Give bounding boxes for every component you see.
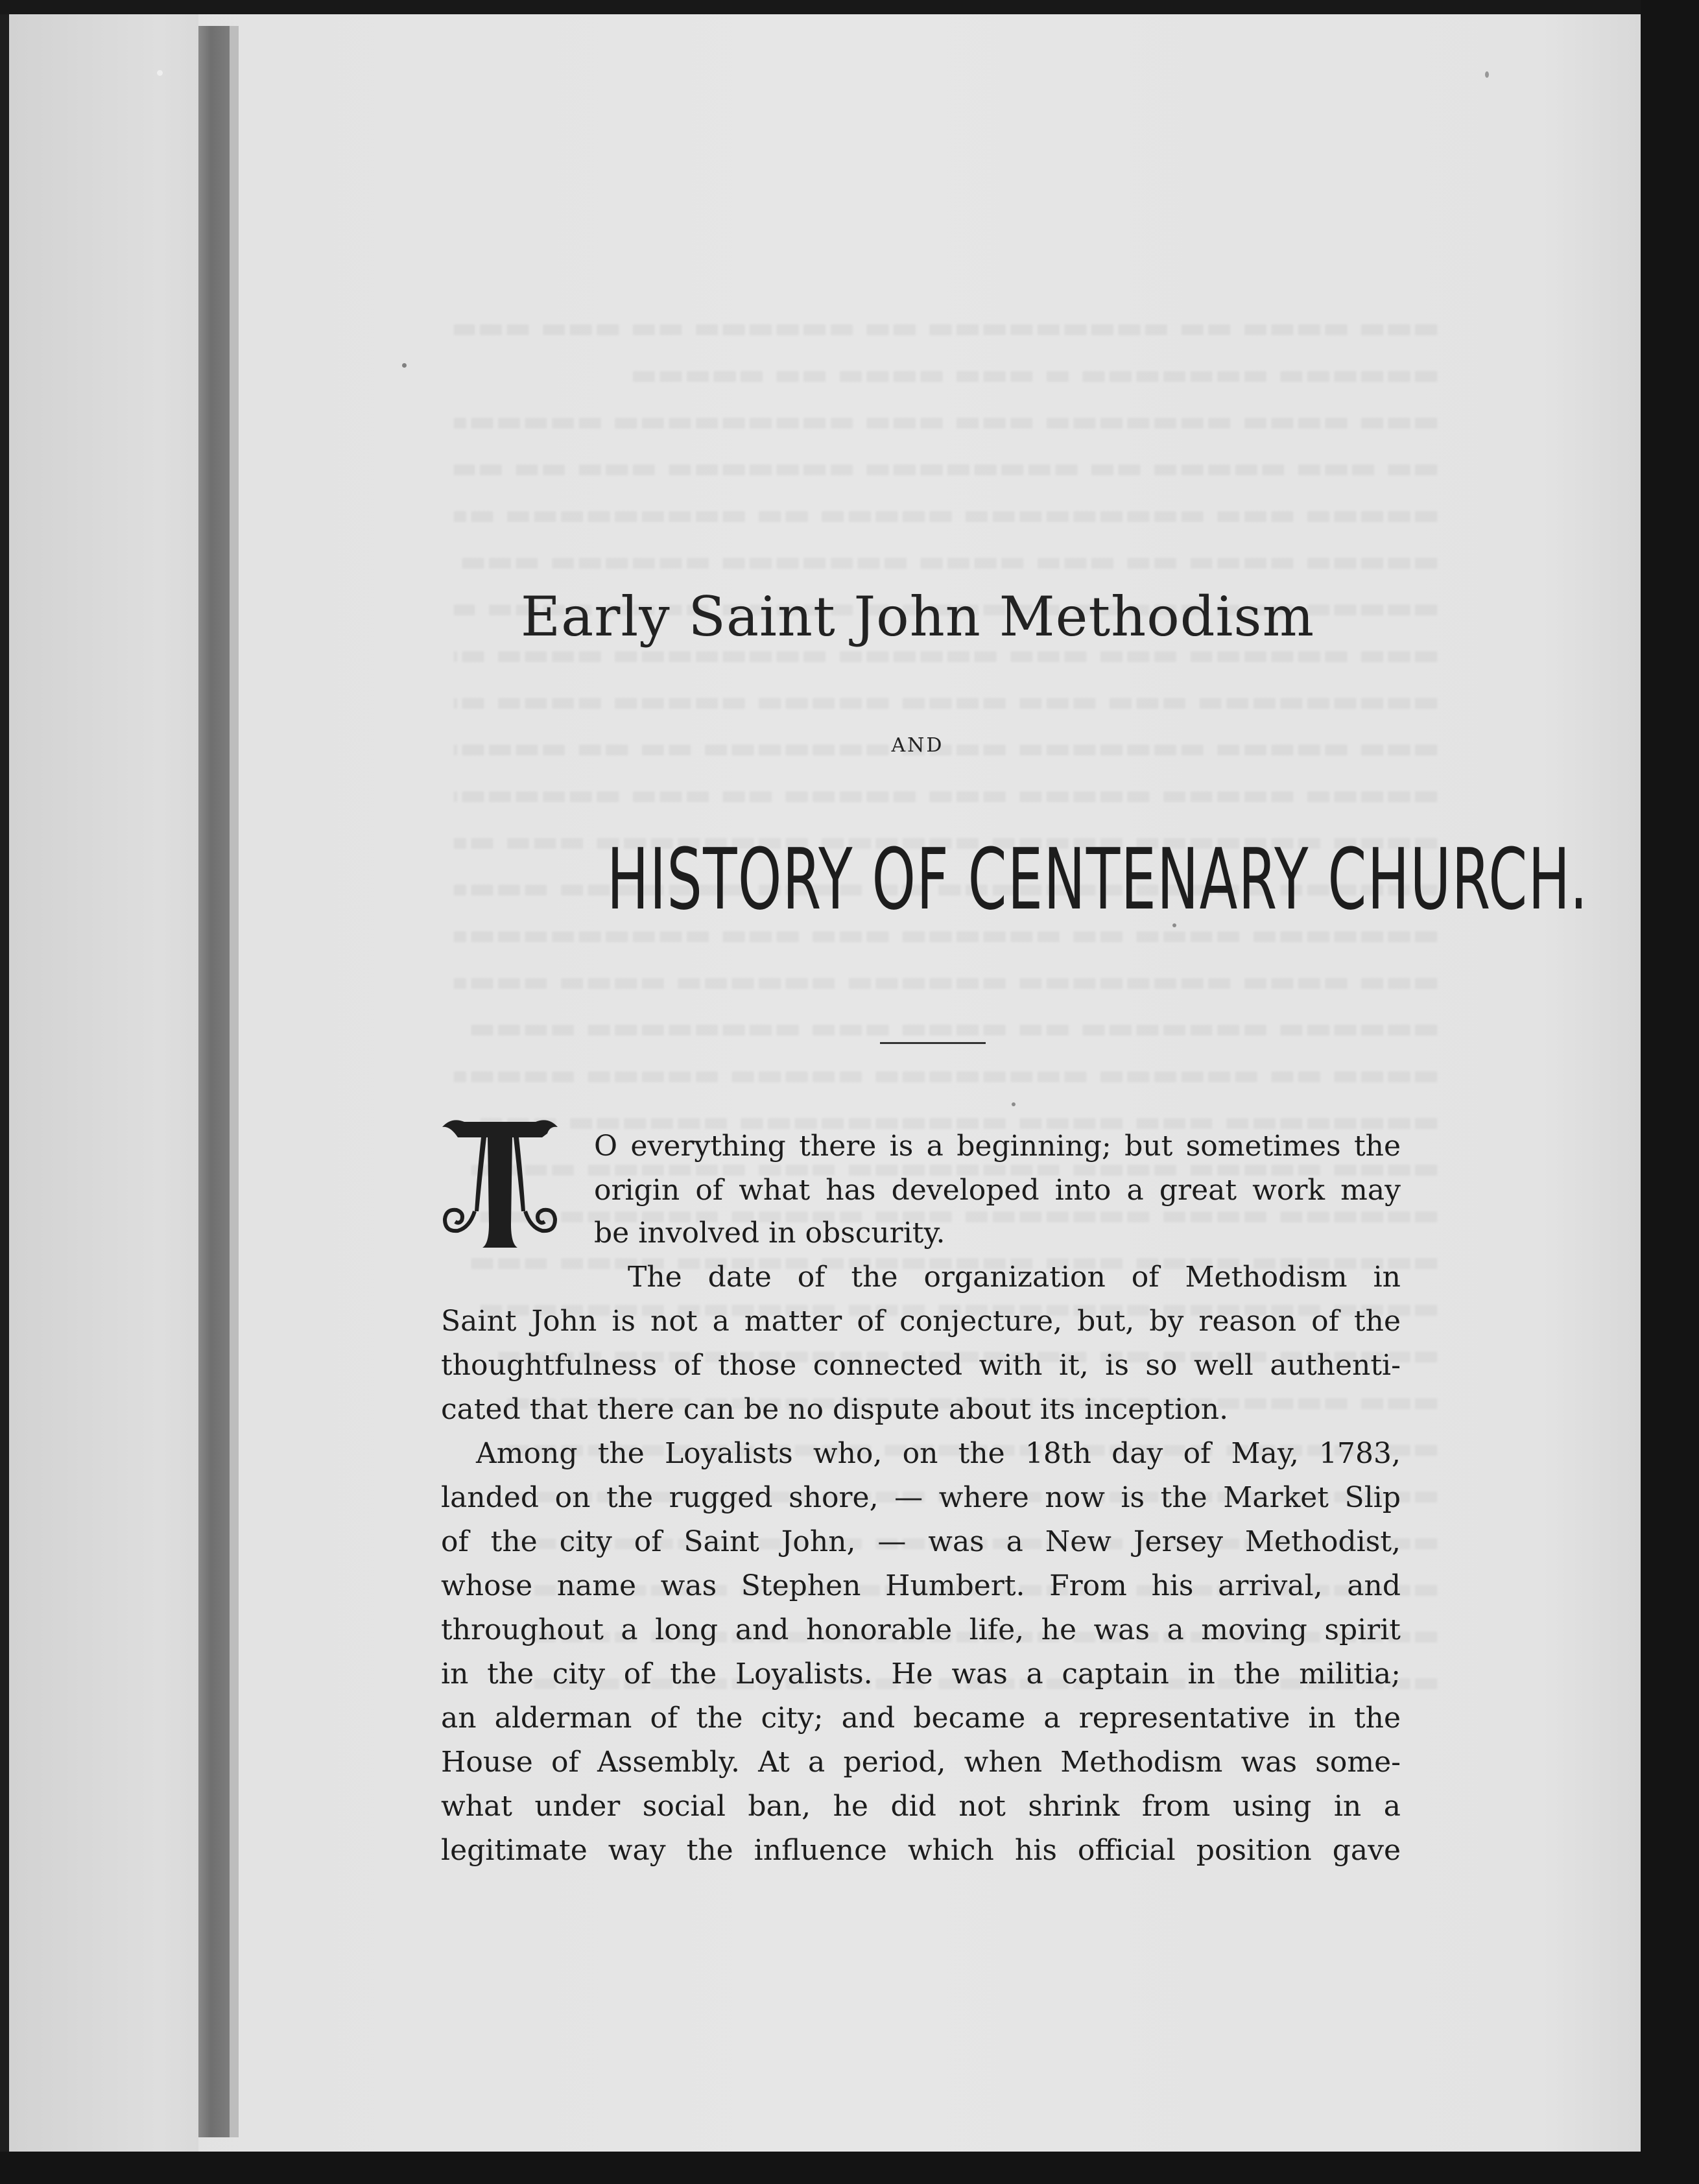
body-line: House of Assembly. At a period, when Methodism was some- [441, 1746, 1401, 1779]
body-line: landed on the rugged shore, — where now is the Market Slip [441, 1481, 1401, 1514]
scan-top-border [0, 0, 1699, 14]
scan-right-border [1641, 0, 1699, 2184]
dust-speck [1012, 1102, 1016, 1106]
body-line: in the city of the Loyalists. He was a captain in the militia; [441, 1657, 1401, 1691]
body-line: an alderman of the city; and became a representative in the [441, 1702, 1401, 1735]
book-spine-shadow [198, 26, 230, 2137]
scan-bottom-border [0, 2152, 1699, 2184]
body-line: legitimate way the influence which his official position gave [441, 1834, 1401, 1867]
dust-speck [1485, 71, 1489, 78]
body-line: Among the Loyalists who, on the 18th day of May, 1783, [476, 1437, 1401, 1470]
section-rule [880, 1042, 986, 1044]
body-line: thoughtfulness of those connected with it, is so well authenti- [441, 1349, 1401, 1382]
body-line: origin of what has developed into a great work may [594, 1174, 1401, 1207]
facing-page-edge [9, 14, 198, 2152]
page-subtitle: HISTORY OF CENTENARY CHURCH. [606, 830, 1589, 929]
dust-speck [402, 363, 407, 368]
dust-speck [157, 70, 163, 76]
drop-cap-t-icon [438, 1114, 562, 1257]
spine-edge [230, 26, 239, 2137]
title-connector: AND [891, 734, 944, 757]
body-line: Saint John is not a matter of conjecture, but, by reason of the [441, 1305, 1401, 1338]
body-line: The date of the organization of Methodism in [628, 1261, 1401, 1294]
body-line: O everything there is a beginning; but sometimes the [594, 1130, 1401, 1163]
body-line: what under social ban, he did not shrink from using in a [441, 1790, 1401, 1823]
body-line: of the city of Saint John, — was a New Jersey Methodist, [441, 1525, 1401, 1558]
page-title: Early Saint John Methodism [520, 585, 1315, 648]
body-line: be involved in obscurity. [594, 1217, 945, 1250]
body-line: throughout a long and honorable life, he was a moving spirit [441, 1613, 1401, 1646]
body-line: whose name was Stephen Humbert. From his arrival, and [441, 1569, 1401, 1602]
body-line: cated that there can be no dispute about its inception. [441, 1393, 1229, 1426]
